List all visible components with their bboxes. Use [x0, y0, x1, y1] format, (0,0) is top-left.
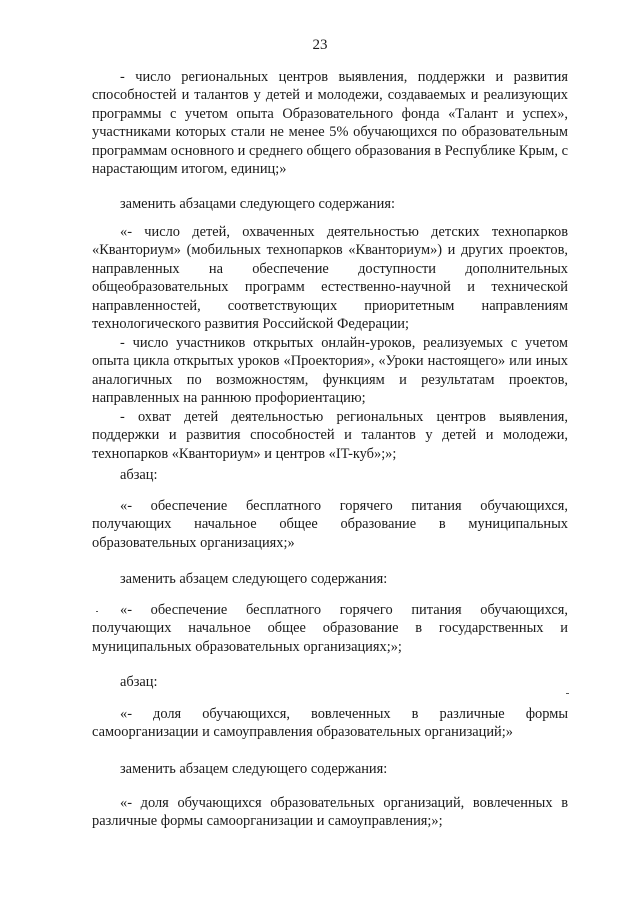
- paragraph-6: абзац:: [120, 467, 158, 483]
- scan-artifact: [96, 611, 98, 612]
- paragraph-8: заменить абзацем следующего содержания:: [120, 571, 388, 587]
- paragraph-9: «- обеспечение бесплатного горячего питания обучающихся, получающих начальное общее образование в государственных и муниципальных образовательных организациях;»;: [92, 602, 568, 655]
- scan-artifact: [566, 693, 569, 694]
- paragraph-3: «- число детей, охваченных деятельностью детских технопарков «Кванториум» (мобильных технопарков «Кванториум») и других проектов, направленных на обеспечение доступности дополнительных общеобразовательных программ естественно-научной и технической направленностей, соответствующих приоритетным направлениям технологического развития Российской Федерации;: [92, 224, 568, 333]
- paragraph-13: «- доля обучающихся образовательных организаций, вовлеченных в различные формы самоорганизации и самоуправления;»;: [92, 795, 568, 830]
- paragraph-11: «- доля обучающихся, вовлеченных в различные формы самоорганизации и самоуправления образовательных организаций;»: [92, 706, 568, 741]
- paragraph-10: абзац:: [120, 674, 158, 690]
- paragraph-5: - охват детей деятельностью региональных центров выявления, поддержки и развития способностей и талантов у детей и молодежи, технопарков «Кванториум» и центров «IT-куб»;»;: [92, 409, 568, 462]
- paragraph-1: - число региональных центров выявления, поддержки и развития способностей и талантов у детей и молодежи, создаваемых и реализующих программы с учетом опыта Образовательного фонда «Талант и успех», участниками которых стали не менее 5% обучающихся по образовательным программам основного и среднего общего образования в Республике Крым, с нарастающим итогом, единиц;»: [92, 69, 568, 178]
- page-number: 23: [312, 37, 328, 53]
- paragraph-12: заменить абзацем следующего содержания:: [120, 761, 388, 777]
- paragraph-2: заменить абзацами следующего содержания:: [120, 196, 395, 212]
- paragraph-4: - число участников открытых онлайн-уроков, реализуемых с учетом опыта цикла открытых уроков «Проектория», «Уроки настоящего» или иных аналогичных по возможностям, функциям и результатам проектов, направленных на раннюю профориентацию;: [92, 335, 568, 407]
- paragraph-7: «- обеспечение бесплатного горячего питания обучающихся, получающих начальное общее образование в муниципальных образовательных организациях;»: [92, 498, 568, 551]
